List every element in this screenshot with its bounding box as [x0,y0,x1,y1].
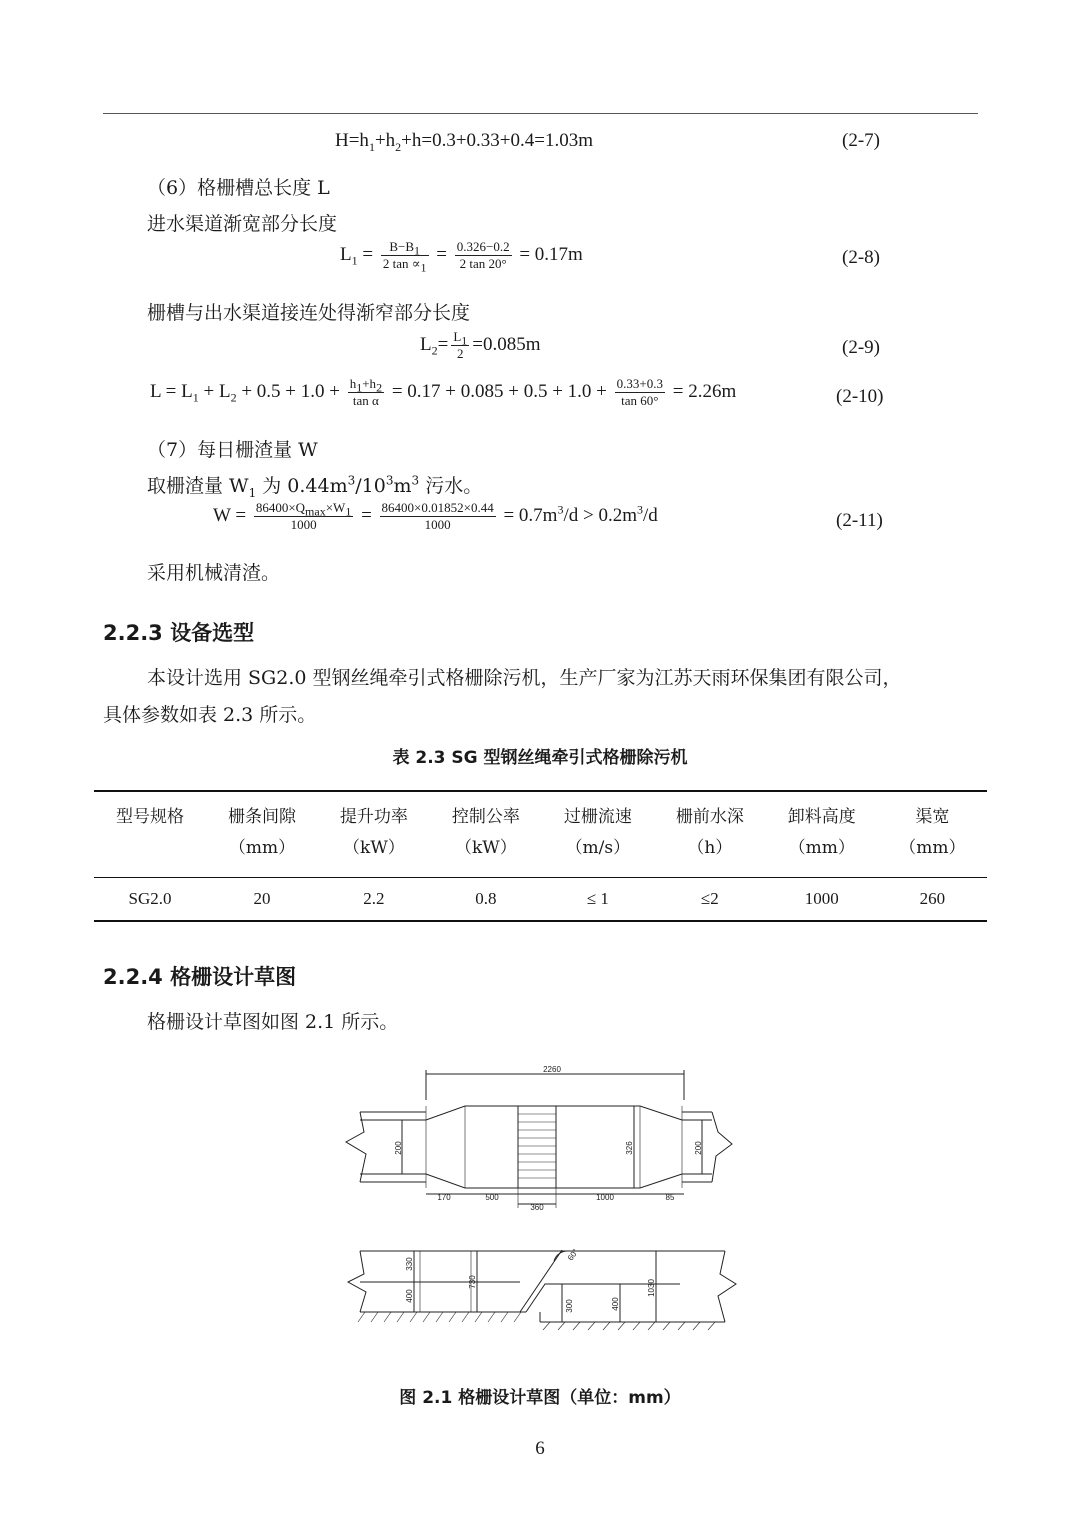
dim-label: 360 [530,1203,544,1212]
table-cell: ≤ 1 [586,889,609,908]
table-cell: 2.2 [363,889,385,908]
paragraph-text: 采用机械清渣。 [147,562,281,584]
break-mark [346,1112,366,1182]
fraction: $\frac{L_1}{2}$ [453,329,468,361]
paragraph-text: 进水渠道渐宽部分长度 [147,213,338,235]
dim-label: 400 [405,1289,414,1303]
ground-hatching [358,1312,715,1330]
fraction: $\frac{0.326-0.2}{2 \tan 20^\circ}$ [456,239,510,271]
dim-label: 730 [468,1275,477,1289]
table-header-cell: 栅条间隙 （mm） [206,791,318,878]
table-cell: 1000 [804,889,839,908]
inclined-screen [520,1250,562,1312]
paragraph-text: 取栅渣量 $W_1$ 为 $0.44m^3/10^3m^3$ 污水。 [147,473,483,500]
channel-wall-bottom [360,1174,712,1188]
table-header-cell: 渠宽 （mm） [878,791,987,878]
dim-label: 1000 [596,1193,614,1202]
fraction: $\frac{86400\times Q_{max}\times W_1}{1000}$ [255,500,352,532]
table-cell: ≤2 [700,889,719,908]
table-header-cell: 型号规格 [94,791,206,878]
table-header-cell: 提升功率 （kW） [318,791,430,878]
equation-number: (2-7) [842,130,880,151]
section-view [348,1247,736,1330]
table-row [94,878,987,922]
parameters-table [94,790,987,922]
equation-2-8: $L_1$ = $\frac{B-B_1}{2 \tan \propto_1}$ = $\frac{0.326-0.2}{2 \tan 20^\circ}$ = 0.17m [340,239,583,275]
table-cell: 20 [253,889,271,908]
paragraph-text: 具体参数如表 2.3 所示。 [103,704,317,726]
table-header-cell: 过栅流速 （m/s） [542,791,654,878]
plan-view [346,1065,732,1212]
table-caption: 表 2.3 SG 型钢丝绳牵引式格栅除污机 [392,748,688,768]
section-heading-6: （6）格栅槽总长度 L [147,177,330,199]
break-mark [718,1251,736,1322]
fraction: $\frac{0.33+0.3}{\tan 60^\circ}$ [616,376,663,408]
table-cell: 0.8 [475,889,497,908]
fraction: $\frac{B-B_1}{2 \tan \propto_1}$ [382,239,427,275]
equation-number: (2-11) [836,510,883,531]
table-header-row [94,791,987,878]
figure-caption: 图 2.1 格栅设计草图（单位：mm） [399,1388,681,1408]
section-heading-2-2-3: 2.2.3 设备选型 [103,621,255,645]
table-cell: SG2.0 [128,889,172,908]
dim-label: 1030 [647,1279,656,1297]
table-header-cell: 控制公率 （kW） [430,791,542,878]
table-header-cell: 卸料高度 （mm） [766,791,878,878]
dim-label: 170 [437,1193,451,1202]
dim-label: 330 [405,1257,414,1271]
fraction: $\frac{86400\times 0.01852\times 0.44}{1000}$ [381,500,494,532]
dim-label: 60° [565,1247,581,1263]
dim-label: 85 [665,1193,675,1202]
break-mark [712,1112,732,1182]
section-heading-2-2-4: 2.2.4 格栅设计草图 [103,965,297,989]
bar-screen [518,1106,556,1188]
paragraph-text: 格栅设计草图如图 2.1 所示。 [147,1011,399,1033]
paragraph-text: 本设计选用 SG2.0 型钢丝绳牵引式格栅除污机，生产厂家为江苏天雨环保集团有限公司， [147,667,902,689]
equation-2-9: $L_2=$ $\frac{L_1}{2}$ =0.085m [420,329,541,361]
screen-bars [518,1114,556,1178]
dim-label: 200 [694,1141,703,1155]
equation-2-10: $L = L_1 + L_2 + 0.5 + 1.0$ + $\frac{h_1+h_2}{\text{tan α}}$ = 0.17 + 0.085 + 0.5 + 1.0 + $\frac{0.33+0.3}{\tan 60^\circ}$ = 2.26m [150,376,737,408]
equation-number: (2-10) [836,386,884,407]
channel-wall-top [360,1106,712,1120]
table-cell: 260 [919,889,946,908]
dim-label: 200 [394,1141,403,1155]
dim-label: 326 [625,1141,634,1155]
dim-label: 500 [485,1193,499,1202]
paragraph-text: 栅槽与出水渠道接连处得渐窄部分长度 [147,302,471,324]
equation-number: (2-8) [842,247,880,268]
dim-label: 400 [611,1297,620,1311]
dim-label: 300 [565,1299,574,1313]
equation-2-11: W = $\frac{86400\times Q_{max}\times W_1}{1000}$ = $\frac{86400\times 0.01852\times 0.44}{1000}$ = $0.7m^3/d > 0.2m^3/d$ [213,500,658,532]
water-surface-out [526,1284,680,1312]
equation-2-7: $H=h_1+h_2+h=0.3+0.33+0.4=1.03m$ [335,130,594,154]
section-heading-7: （7）每日栅渣量 W [147,439,318,461]
header-rule [103,113,978,114]
table-header-cell: 栅前水深 （h） [654,791,766,878]
page-number: 6 [535,1438,545,1459]
dim-label: 2260 [543,1065,561,1074]
equation-number: (2-9) [842,337,880,358]
fraction: $\frac{h_1+h_2}{\text{tan α}}$ [349,376,383,408]
bar-screen-sketch-figure [340,1060,740,1340]
